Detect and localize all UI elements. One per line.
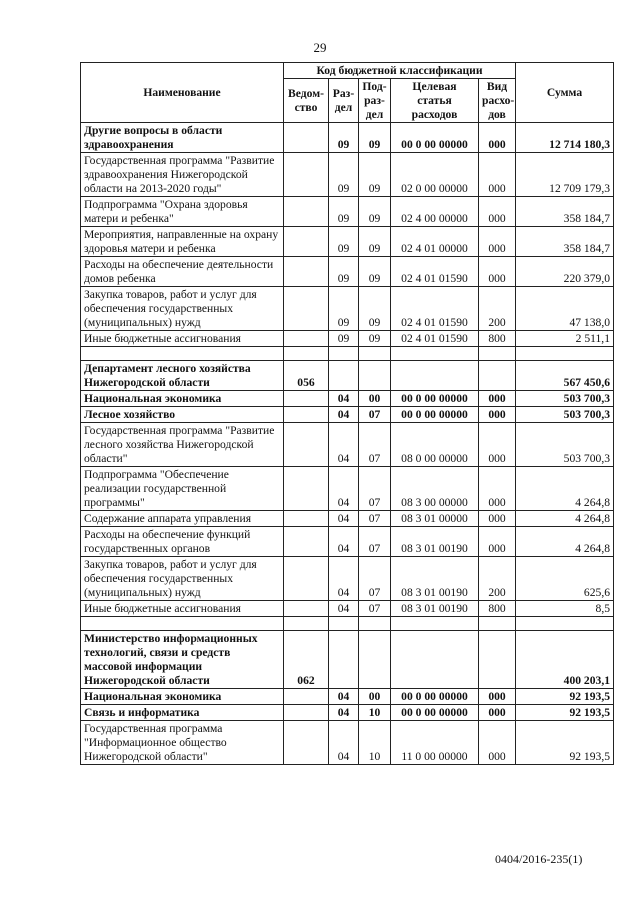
header-vedomstvo: Ведом-ство <box>284 79 329 123</box>
row-target-article: 00 0 00 00000 <box>391 689 479 705</box>
empty-cell <box>81 347 284 361</box>
row-vedomstvo <box>284 227 329 257</box>
row-sum: 220 379,0 <box>516 257 614 287</box>
row-expense-type: 200 <box>479 557 516 601</box>
empty-cell <box>81 617 284 631</box>
header-classification-code: Код бюджетной классификации <box>284 63 516 79</box>
row-podrazdel: 09 <box>359 123 391 153</box>
row-vedomstvo <box>284 511 329 527</box>
row-target-article: 00 0 00 00000 <box>391 705 479 721</box>
row-name: Другие вопросы в области здравоохранения <box>81 123 284 153</box>
row-vedomstvo: 056 <box>284 361 329 391</box>
row-sum: 567 450,6 <box>516 361 614 391</box>
row-expense-type: 000 <box>479 227 516 257</box>
row-vedomstvo <box>284 287 329 331</box>
row-name: Департамент лесного хозяйства Нижегородской области <box>81 361 284 391</box>
empty-cell <box>329 617 359 631</box>
row-vedomstvo <box>284 601 329 617</box>
table-row <box>81 557 614 601</box>
row-sum: 4 264,8 <box>516 467 614 511</box>
header-target-article: Целевая статья расходов <box>391 79 479 123</box>
row-podrazdel: 09 <box>359 331 391 347</box>
row-target-article: 02 4 01 00000 <box>391 227 479 257</box>
row-podrazdel: 00 <box>359 391 391 407</box>
page-number: 29 <box>313 40 327 55</box>
row-podrazdel: 09 <box>359 197 391 227</box>
row-razdel: 09 <box>329 287 359 331</box>
row-podrazdel: 09 <box>359 153 391 197</box>
table-row <box>81 361 614 391</box>
row-razdel: 04 <box>329 689 359 705</box>
table-row <box>81 391 614 407</box>
row-expense-type: 000 <box>479 197 516 227</box>
row-razdel: 04 <box>329 527 359 557</box>
empty-cell <box>391 617 479 631</box>
row-podrazdel: 10 <box>359 721 391 765</box>
row-vedomstvo <box>284 197 329 227</box>
row-vedomstvo <box>284 467 329 511</box>
row-vedomstvo <box>284 689 329 705</box>
row-razdel: 04 <box>329 467 359 511</box>
row-vedomstvo <box>284 423 329 467</box>
row-target-article: 08 3 01 00000 <box>391 511 479 527</box>
row-name: Подпрограмма "Обеспечение реализации государственной программы" <box>81 467 284 511</box>
header-razdel: Раз-дел <box>329 79 359 123</box>
row-razdel: 09 <box>329 257 359 287</box>
row-sum: 92 193,5 <box>516 689 614 705</box>
row-target-article: 02 4 01 01590 <box>391 331 479 347</box>
row-expense-type: 800 <box>479 331 516 347</box>
row-vedomstvo <box>284 123 329 153</box>
row-name: Министерство информационных технологий, связи и средств массовой информации Нижегородской области <box>81 631 284 689</box>
table-row <box>81 527 614 557</box>
table-row <box>81 511 614 527</box>
empty-cell <box>479 617 516 631</box>
row-vedomstvo <box>284 153 329 197</box>
row-vedomstvo <box>284 527 329 557</box>
table-row <box>81 631 614 689</box>
header-sum: Сумма <box>516 63 614 123</box>
row-podrazdel: 09 <box>359 227 391 257</box>
empty-cell <box>479 347 516 361</box>
spacer-row <box>81 617 614 631</box>
row-podrazdel: 10 <box>359 705 391 721</box>
row-vedomstvo: 062 <box>284 631 329 689</box>
row-vedomstvo <box>284 257 329 287</box>
row-name: Содержание аппарата управления <box>81 511 284 527</box>
row-podrazdel: 07 <box>359 601 391 617</box>
table-row <box>81 123 614 153</box>
row-vedomstvo <box>284 331 329 347</box>
row-razdel: 04 <box>329 407 359 423</box>
table-row <box>81 705 614 721</box>
row-target-article: 00 0 00 00000 <box>391 407 479 423</box>
row-vedomstvo <box>284 391 329 407</box>
budget-table <box>80 62 614 765</box>
row-podrazdel: 09 <box>359 257 391 287</box>
document-code: 0404/2016-235(1) <box>495 852 583 866</box>
row-podrazdel: 07 <box>359 511 391 527</box>
empty-cell <box>516 617 614 631</box>
row-sum: 92 193,5 <box>516 705 614 721</box>
row-expense-type: 000 <box>479 527 516 557</box>
header-expense-type: Вид расхо-дов <box>479 79 516 123</box>
row-name: Подпрограмма "Охрана здоровья матери и ребенка" <box>81 197 284 227</box>
row-podrazdel: 07 <box>359 467 391 511</box>
row-target-article: 08 0 00 00000 <box>391 423 479 467</box>
row-vedomstvo <box>284 721 329 765</box>
row-podrazdel: 07 <box>359 423 391 467</box>
row-razdel: 04 <box>329 721 359 765</box>
row-name: Иные бюджетные ассигнования <box>81 331 284 347</box>
row-expense-type: 000 <box>479 391 516 407</box>
row-target-article: 08 3 00 00000 <box>391 467 479 511</box>
row-sum: 625,6 <box>516 557 614 601</box>
row-sum: 358 184,7 <box>516 197 614 227</box>
row-sum: 503 700,3 <box>516 423 614 467</box>
row-sum: 4 264,8 <box>516 527 614 557</box>
table-row <box>81 721 614 765</box>
row-expense-type <box>479 361 516 391</box>
row-razdel: 09 <box>329 123 359 153</box>
row-sum: 12 709 179,3 <box>516 153 614 197</box>
table-row <box>81 689 614 705</box>
row-expense-type: 000 <box>479 705 516 721</box>
table-row <box>81 227 614 257</box>
row-sum: 92 193,5 <box>516 721 614 765</box>
row-sum: 8,5 <box>516 601 614 617</box>
row-podrazdel <box>359 631 391 689</box>
row-expense-type: 000 <box>479 407 516 423</box>
row-expense-type: 000 <box>479 467 516 511</box>
row-name: Закупка товаров, работ и услуг для обеспечения государственных (муниципальных) нужд <box>81 287 284 331</box>
row-expense-type: 000 <box>479 423 516 467</box>
row-target-article: 02 0 00 00000 <box>391 153 479 197</box>
row-expense-type: 000 <box>479 721 516 765</box>
row-expense-type: 000 <box>479 511 516 527</box>
row-sum: 47 138,0 <box>516 287 614 331</box>
row-sum: 12 714 180,3 <box>516 123 614 153</box>
row-razdel: 04 <box>329 511 359 527</box>
row-name: Расходы на обеспечение деятельности домов ребенка <box>81 257 284 287</box>
row-podrazdel: 00 <box>359 689 391 705</box>
row-target-article: 02 4 00 00000 <box>391 197 479 227</box>
row-target-article: 11 0 00 00000 <box>391 721 479 765</box>
empty-cell <box>391 347 479 361</box>
row-razdel: 04 <box>329 705 359 721</box>
table-row <box>81 467 614 511</box>
table-row <box>81 257 614 287</box>
row-podrazdel: 07 <box>359 407 391 423</box>
table-row <box>81 407 614 423</box>
row-expense-type: 000 <box>479 153 516 197</box>
row-target-article: 00 0 00 00000 <box>391 391 479 407</box>
table-row <box>81 197 614 227</box>
row-vedomstvo <box>284 705 329 721</box>
table-row <box>81 423 614 467</box>
table-row <box>81 287 614 331</box>
row-razdel <box>329 631 359 689</box>
row-expense-type: 000 <box>479 689 516 705</box>
table-row <box>81 331 614 347</box>
spacer-row <box>81 347 614 361</box>
row-target-article <box>391 361 479 391</box>
row-name: Закупка товаров, работ и услуг для обеспечения государственных (муниципальных) нужд <box>81 557 284 601</box>
row-expense-type: 000 <box>479 123 516 153</box>
budget-rows <box>81 123 614 765</box>
header-podrazdel: Под-раз-дел <box>359 79 391 123</box>
empty-cell <box>284 617 329 631</box>
row-razdel: 09 <box>329 197 359 227</box>
row-expense-type <box>479 631 516 689</box>
row-name: Мероприятия, направленные на охрану здоровья матери и ребенка <box>81 227 284 257</box>
row-sum: 2 511,1 <box>516 331 614 347</box>
row-target-article: 08 3 01 00190 <box>391 527 479 557</box>
row-razdel <box>329 361 359 391</box>
row-razdel: 04 <box>329 601 359 617</box>
row-name: Иные бюджетные ассигнования <box>81 601 284 617</box>
row-target-article: 02 4 01 01590 <box>391 257 479 287</box>
row-name: Лесное хозяйство <box>81 407 284 423</box>
row-sum: 4 264,8 <box>516 511 614 527</box>
row-podrazdel: 07 <box>359 527 391 557</box>
row-expense-type: 000 <box>479 257 516 287</box>
row-name: Государственная программа "Информационное общество Нижегородской области" <box>81 721 284 765</box>
row-razdel: 09 <box>329 331 359 347</box>
row-razdel: 04 <box>329 423 359 467</box>
row-name: Государственная программа "Развитие лесного хозяйства Нижегородской области" <box>81 423 284 467</box>
row-expense-type: 800 <box>479 601 516 617</box>
row-vedomstvo <box>284 407 329 423</box>
row-podrazdel: 09 <box>359 287 391 331</box>
row-name: Государственная программа "Развитие здравоохранения Нижегородской области на 2013-2020 годы" <box>81 153 284 197</box>
row-target-article: 08 3 01 00190 <box>391 557 479 601</box>
row-target-article: 08 3 01 00190 <box>391 601 479 617</box>
row-name: Национальная экономика <box>81 391 284 407</box>
empty-cell <box>284 347 329 361</box>
table-row <box>81 601 614 617</box>
row-name: Национальная экономика <box>81 689 284 705</box>
row-name: Расходы на обеспечение функций государственных органов <box>81 527 284 557</box>
table-row <box>81 153 614 197</box>
row-razdel: 09 <box>329 153 359 197</box>
row-sum: 400 203,1 <box>516 631 614 689</box>
row-podrazdel <box>359 361 391 391</box>
row-expense-type: 200 <box>479 287 516 331</box>
row-name: Связь и информатика <box>81 705 284 721</box>
empty-cell <box>329 347 359 361</box>
row-podrazdel: 07 <box>359 557 391 601</box>
row-target-article: 00 0 00 00000 <box>391 123 479 153</box>
row-sum: 358 184,7 <box>516 227 614 257</box>
empty-cell <box>359 347 391 361</box>
row-razdel: 09 <box>329 227 359 257</box>
row-vedomstvo <box>284 557 329 601</box>
row-sum: 503 700,3 <box>516 391 614 407</box>
empty-cell <box>516 347 614 361</box>
row-target-article: 02 4 01 01590 <box>391 287 479 331</box>
empty-cell <box>359 617 391 631</box>
row-sum: 503 700,3 <box>516 407 614 423</box>
row-target-article <box>391 631 479 689</box>
row-razdel: 04 <box>329 391 359 407</box>
row-razdel: 04 <box>329 557 359 601</box>
header-name: Наименование <box>81 63 284 123</box>
